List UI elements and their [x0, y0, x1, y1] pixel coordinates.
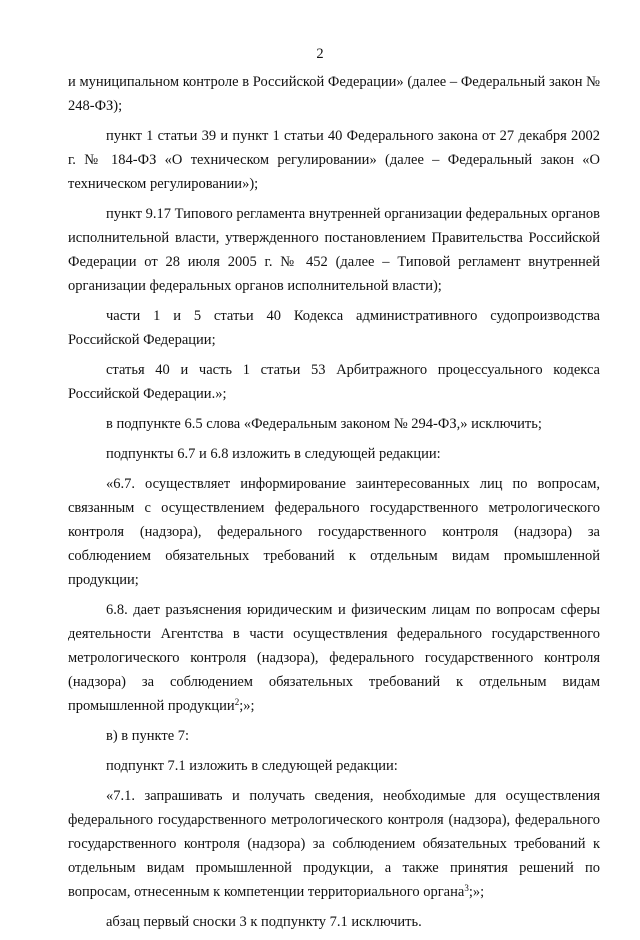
subitem-7-1-text: «7.1. запрашивать и получать сведения, необходимые для осуществления федерального государственного метрологического контроля (надзора), федерального государственного контроля (надзора) за соблюдением обязательных требований к отдельным видам промышленной продукции, а также принятия решений по вопросам, отнесенным к компетенции территориального органа [68, 788, 600, 900]
footnote-marker-2: 2 [234, 697, 240, 707]
subitem-6-8-tail: ;»; [239, 698, 255, 714]
paragraph-subitem-6-7: «6.7. осуществляет информирование заинтересованных лиц по вопросам, связанным с осуществлением федерального государственного метрологического контроля (надзора), федерального государственного контроля (надзора) за соблюдением обязательных требований к отдельным видам промышленной продукции; [68, 476, 600, 588]
subitem-7-1-tail: ;»; [468, 884, 485, 900]
paragraph-law-184: пункт 1 статьи 39 и пункт 1 статьи 40 Федерального закона от 27 декабря 2002 г. № 184-ФЗ «О техническом регулировании» (далее – Федеральный закон «О техническом регулировании»); [68, 128, 600, 192]
paragraph-footnote-3-removal: абзац первый сноски 3 к подпункту 7.1 исключить. [106, 914, 422, 930]
paragraph-subitem-6-8 [68, 598, 600, 718]
paragraph-law-248-continuation: и муниципальном контроле в Российской Федерации» (далее – Федеральный закон № 248-ФЗ); [68, 74, 600, 114]
document-body [68, 70, 600, 940]
footnote-marker-3: 3 [464, 883, 469, 893]
paragraph-arbitration-code: статья 40 и часть 1 статьи 53 Арбитражного процессуального кодекса Российской Федерации.»; [68, 362, 600, 402]
paragraph-administrative-code: части 1 и 5 статьи 40 Кодекса административного судопроизводства Российской Федерации; [68, 308, 600, 348]
paragraph-typical-regulation: пункт 9.17 Типового регламента внутренней организации федеральных органов исполнительной власти, утвержденного постановлением Правительства Российской Федерации от 28 июля 2005 г. № 452 (далее – Типовой регламент внутренней организации федеральных органов исполнительной власти); [68, 206, 600, 294]
paragraph-subitem-6-5: в подпункте 6.5 слова «Федеральным законом № 294-ФЗ,» исключить; [106, 416, 542, 432]
paragraph-item-7: в) в пункте 7: [106, 728, 190, 744]
page-number: 2 [316, 46, 324, 62]
subitem-6-8-text: 6.8. дает разъяснения юридическим и физическим лицам по вопросам сферы деятельности Агентства в части осуществления федерального государственного метрологического контроля (надзора), федерального государственного контроля (надзора) за соблюдением обязательных требований к отдельным видам промышленной продукции [68, 602, 600, 714]
paragraph-subitems-6-7-6-8-intro: подпункты 6.7 и 6.8 изложить в следующей редакции: [106, 446, 441, 462]
paragraph-subitem-7-1 [68, 784, 600, 904]
paragraph-subitem-7-1-intro: подпункт 7.1 изложить в следующей редакции: [106, 758, 398, 774]
